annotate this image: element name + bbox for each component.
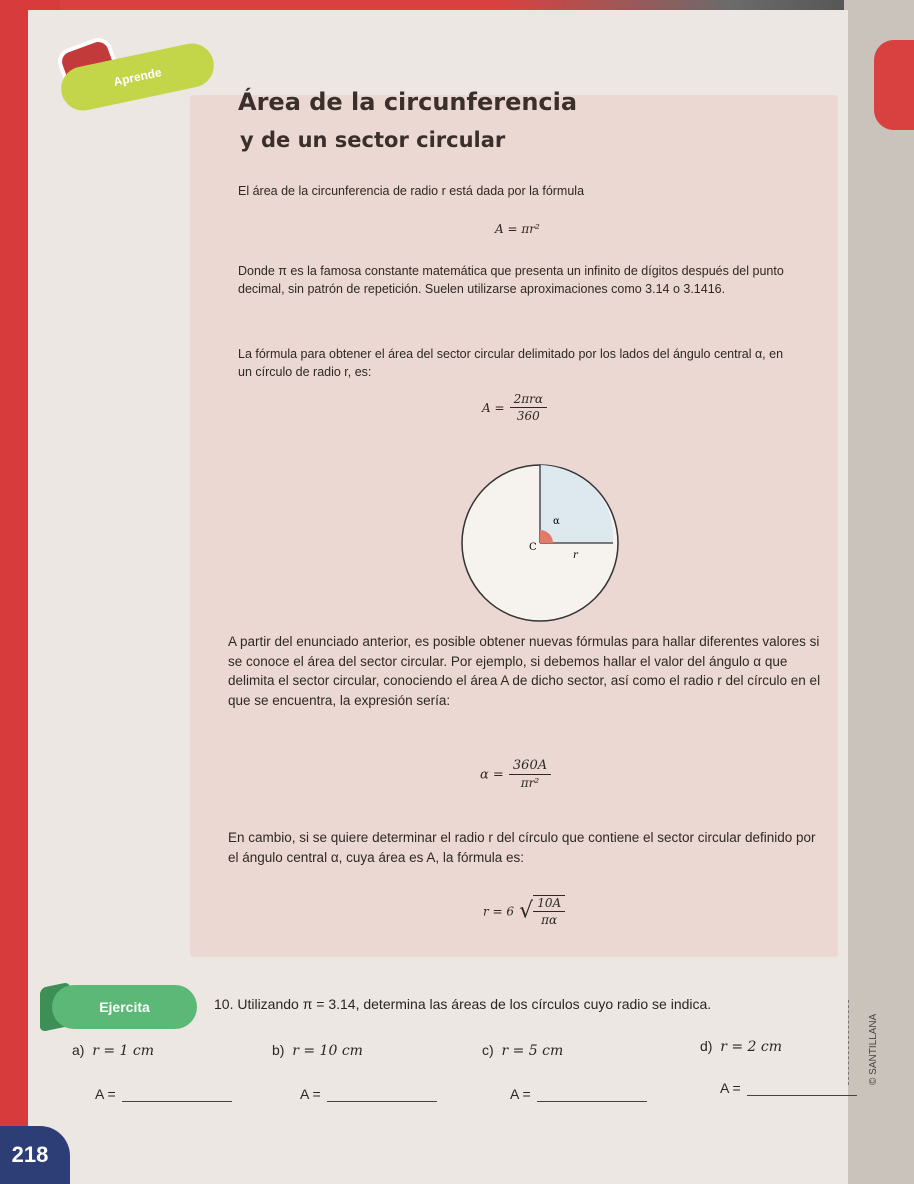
background-right: [844, 0, 914, 1184]
cambio-text: En cambio, si se quiere determinar el radio r del círculo que contiene el sector circular definido por el ángulo central α, cuya área es A, la fórmula es:: [228, 830, 816, 865]
exercise-question: 10. Utilizando π = 3.14, determina las áreas de los círculos cuyo radio se indica.: [214, 996, 712, 1012]
angle-label: α: [553, 516, 560, 527]
answer-c: A =: [510, 1086, 647, 1102]
page-number: 218: [0, 1126, 70, 1184]
aprende-tab: Aprende: [57, 39, 218, 114]
pi-text: Donde π es la famosa constante matemática que presenta un infinito de dígitos después del punto decimal, sin patrón de repetición. Suelen utilizarse aproximaciones como 3.14 o 3.1416.: [238, 264, 784, 296]
answer-blank-a[interactable]: [122, 1101, 232, 1102]
intro-text: El área de la circunferencia de radio r está dada por la fórmula: [238, 184, 585, 198]
answer-blank-b[interactable]: [327, 1101, 437, 1102]
item-c: c) r = 5 cm: [482, 1042, 564, 1059]
item-d: d) r = 2 cm: [700, 1038, 783, 1055]
radius-label: r: [573, 550, 578, 561]
item-b: b) r = 10 cm: [272, 1042, 363, 1059]
formula-radius: r = 6 √ $\frac{10A}{\pi\alpha}$: [483, 895, 565, 927]
formula-sector-area: A = $\frac{\text{2πrα}}{360}$: [482, 392, 547, 423]
page-subtitle: y de un sector circular: [240, 128, 506, 152]
center-label: C: [529, 542, 537, 553]
page-title: Área de la circunferencia: [238, 88, 578, 116]
sector-diagram: [455, 458, 625, 628]
formula-alpha: α = $\frac{360A}{\text{πr²}}$: [480, 758, 551, 790]
publisher-mark: © SANTILLANA: [868, 1013, 879, 1085]
sector-text: La fórmula para obtener el área del sector circular delimitado por los lados del ángulo central α, en un círculo de radio r, es:: [238, 347, 784, 379]
partir-text: A partir del enunciado anterior, es posible obtener nuevas fórmulas para hallar diferentes valores si se conoce el área del sector circular. Por ejemplo, si debemos hallar el valor del ángulo α que delimita el sector circular, conociendo el área A de dicho sector, así como el radio r del círculo en el que se encuentra, la expresión sería:: [228, 634, 821, 708]
answer-blank-d[interactable]: [747, 1095, 857, 1096]
margin-ticks: [848, 1000, 853, 1085]
item-a: a) r = 1 cm: [72, 1042, 155, 1059]
answer-b: A =: [300, 1086, 437, 1102]
answer-a: A =: [95, 1086, 232, 1102]
answer-d: A =: [720, 1080, 857, 1096]
red-accent: [874, 40, 914, 130]
answer-blank-c[interactable]: [537, 1101, 647, 1102]
ejercita-tab: Ejercita: [52, 985, 197, 1029]
formula-circle-area: A = πr²: [495, 222, 540, 236]
